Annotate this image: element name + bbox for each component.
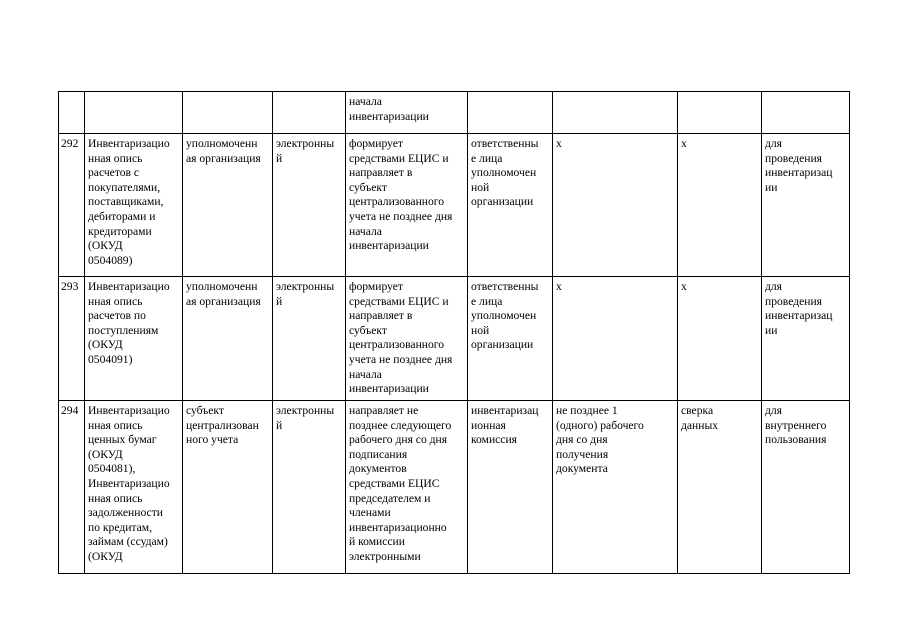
cell-text-line: х: [556, 280, 562, 293]
cell-text-line: для: [765, 404, 783, 417]
cell-text-line: е лица: [471, 294, 503, 308]
cell-text-line: Инвентаризацио: [88, 404, 170, 417]
cell-text-line: подписания: [349, 447, 408, 461]
cell-text-line: ной: [471, 323, 490, 337]
cell-text-line: комиссия: [471, 433, 517, 447]
cell-text-line: (ОКУД: [88, 239, 123, 253]
cell-text-line: дня со дня: [556, 433, 608, 447]
cell-text-line: уполномоченн: [186, 280, 258, 293]
cell-text-line: субъект: [349, 180, 387, 194]
cell-text-line: субъект: [186, 404, 224, 417]
cell-text-line: х: [681, 137, 687, 150]
cell-text-line: централизованного: [349, 195, 445, 209]
cell-text-line: инвентаризационно: [349, 520, 447, 534]
row-number-cell: [59, 92, 85, 134]
cell-text-line: внутреннего: [765, 418, 827, 432]
cell-text-line: ценных бумаг: [88, 433, 157, 447]
procedure-cell: [346, 277, 468, 401]
cell-text-line: документа: [556, 462, 608, 476]
cell-text-line: получения: [556, 447, 609, 461]
cell-text-line: кредиторами: [88, 224, 152, 238]
cell-text-line: х: [556, 137, 562, 150]
signatory-cell: [468, 92, 553, 134]
cell-text-line: не позднее 1: [556, 404, 618, 417]
cell-text-line: направляет в: [349, 309, 413, 323]
cell-text-line: начала: [349, 367, 382, 381]
cell-text-line: е лица: [471, 151, 503, 165]
format-cell: [273, 134, 346, 277]
cell-text-line: Инвентаризацио: [88, 280, 170, 293]
cell-text-line: уполномочен: [471, 166, 537, 180]
usage-cell: [762, 277, 850, 401]
cell-text-line: инвентаризации: [349, 382, 429, 396]
cell-text-line: ии: [765, 180, 778, 194]
signatory-cell: [468, 134, 553, 277]
document-name-cell: [85, 277, 183, 401]
document-name-cell: [85, 92, 183, 134]
cell-text-line: членами: [349, 506, 391, 520]
deadline-cell: [553, 134, 678, 277]
cell-text-line: сверка: [681, 404, 714, 417]
cell-text-line: субъект: [349, 323, 387, 337]
cell-text-line: инвентаризации: [349, 109, 429, 123]
cell-text-line: нная опись: [88, 151, 143, 165]
signatory-cell: [468, 277, 553, 401]
cell-text-line: документов: [349, 462, 407, 476]
cell-text-line: ии: [765, 323, 778, 337]
row-number: 292: [61, 137, 79, 150]
cell-text-line: учета не позднее дня: [349, 209, 453, 223]
cell-text-line: проведения: [765, 294, 822, 308]
cell-text-line: 0504081),: [88, 462, 136, 476]
cell-text-line: ного учета: [186, 433, 239, 447]
purpose-check-cell: [678, 401, 762, 574]
cell-text-line: электронны: [276, 137, 335, 150]
document-name-cell: [85, 134, 183, 277]
responsible-party-cell: [183, 401, 273, 574]
cell-text-line: дебиторами и: [88, 209, 156, 223]
cell-text-line: пользования: [765, 433, 827, 447]
cell-text-line: 0504089): [88, 253, 133, 267]
cell-text-line: средствами ЕЦИС и: [349, 294, 449, 308]
cell-text-line: поступлениям: [88, 323, 159, 337]
cell-text-line: инвентаризац: [765, 309, 833, 323]
cell-text-line: й комиссии: [349, 535, 405, 549]
purpose-check-cell: [678, 92, 762, 134]
cell-text-line: по кредитам,: [88, 520, 153, 534]
cell-text-line: задолженности: [88, 506, 163, 520]
cell-text-line: инвентаризац: [765, 166, 833, 180]
cell-text-line: Инвентаризацио: [88, 137, 170, 150]
row-number: 294: [61, 404, 79, 417]
cell-text-line: для: [765, 137, 783, 150]
cell-text-line: расчетов с: [88, 166, 140, 180]
cell-text-line: й: [276, 151, 283, 165]
format-cell: [273, 92, 346, 134]
format-cell: [273, 277, 346, 401]
usage-cell: [762, 401, 850, 574]
responsible-party-cell: [183, 277, 273, 401]
cell-text-line: (ОКУД: [88, 447, 123, 461]
cell-text-line: ответственны: [471, 280, 539, 293]
purpose-check-cell: [678, 277, 762, 401]
row-number-cell: [59, 401, 85, 574]
cell-text-line: ответственны: [471, 137, 539, 150]
responsible-party-cell: [183, 134, 273, 277]
table-row: [59, 401, 850, 574]
table-row: [59, 134, 850, 277]
cell-text-line: председателем и: [349, 491, 431, 505]
cell-text-line: данных: [681, 418, 719, 432]
cell-text-line: направляет в: [349, 166, 413, 180]
cell-text-line: х: [681, 280, 687, 293]
cell-text-line: начала: [349, 224, 382, 238]
procedure-cell: [346, 134, 468, 277]
cell-text-line: поставщиками,: [88, 195, 164, 209]
cell-text-line: ая организация: [186, 294, 261, 308]
procedure-cell: [346, 92, 468, 134]
cell-text-line: начала: [349, 95, 382, 108]
cell-text-line: (ОКУД: [88, 338, 123, 352]
cell-text-line: электронными: [349, 549, 421, 563]
cell-text-line: инвентаризац: [471, 404, 539, 417]
cell-text-line: й: [276, 418, 283, 432]
document-table: [58, 91, 850, 574]
row-number: 293: [61, 280, 79, 293]
cell-text-line: ая организация: [186, 151, 261, 165]
cell-text-line: нная опись: [88, 491, 143, 505]
cell-text-line: учета не позднее дня: [349, 352, 453, 366]
cell-text-line: электронны: [276, 280, 335, 293]
cell-text-line: уполномочен: [471, 309, 537, 323]
cell-text-line: займам (ссудам): [88, 535, 168, 549]
cell-text-line: рабочего дня со дня: [349, 433, 448, 447]
cell-text-line: нная опись: [88, 294, 143, 308]
usage-cell: [762, 92, 850, 134]
cell-text-line: покупателями,: [88, 180, 161, 194]
cell-text-line: 0504091): [88, 352, 133, 366]
procedure-cell: [346, 401, 468, 574]
cell-text-line: (ОКУД: [88, 549, 123, 563]
cell-text-line: средствами ЕЦИС: [349, 476, 440, 490]
cell-text-line: организации: [471, 195, 534, 209]
row-number-cell: [59, 134, 85, 277]
signatory-cell: [468, 401, 553, 574]
document-name-cell: [85, 401, 183, 574]
cell-text-line: формирует: [349, 137, 403, 150]
format-cell: [273, 401, 346, 574]
usage-cell: [762, 134, 850, 277]
cell-text-line: проведения: [765, 151, 822, 165]
table-row: [59, 277, 850, 401]
deadline-cell: [553, 277, 678, 401]
cell-text-line: направляет не: [349, 404, 419, 417]
cell-text-line: расчетов по: [88, 309, 146, 323]
cell-text-line: ионная: [471, 418, 506, 432]
cell-text-line: ной: [471, 180, 490, 194]
cell-text-line: (одного) рабочего: [556, 418, 644, 432]
cell-text-line: для: [765, 280, 783, 293]
cell-text-line: электронны: [276, 404, 335, 417]
cell-text-line: централизованного: [349, 338, 445, 352]
table-row: [59, 92, 850, 134]
cell-text-line: й: [276, 294, 283, 308]
cell-text-line: средствами ЕЦИС и: [349, 151, 449, 165]
cell-text-line: формирует: [349, 280, 403, 293]
cell-text-line: централизован: [186, 418, 259, 432]
cell-text-line: организации: [471, 338, 534, 352]
cell-text-line: позднее следующего: [349, 418, 452, 432]
purpose-check-cell: [678, 134, 762, 277]
cell-text-line: уполномоченн: [186, 137, 258, 150]
row-number-cell: [59, 277, 85, 401]
cell-text-line: Инвентаризацио: [88, 476, 170, 490]
deadline-cell: [553, 92, 678, 134]
cell-text-line: инвентаризации: [349, 239, 429, 253]
cell-text-line: нная опись: [88, 418, 143, 432]
deadline-cell: [553, 401, 678, 574]
responsible-party-cell: [183, 92, 273, 134]
